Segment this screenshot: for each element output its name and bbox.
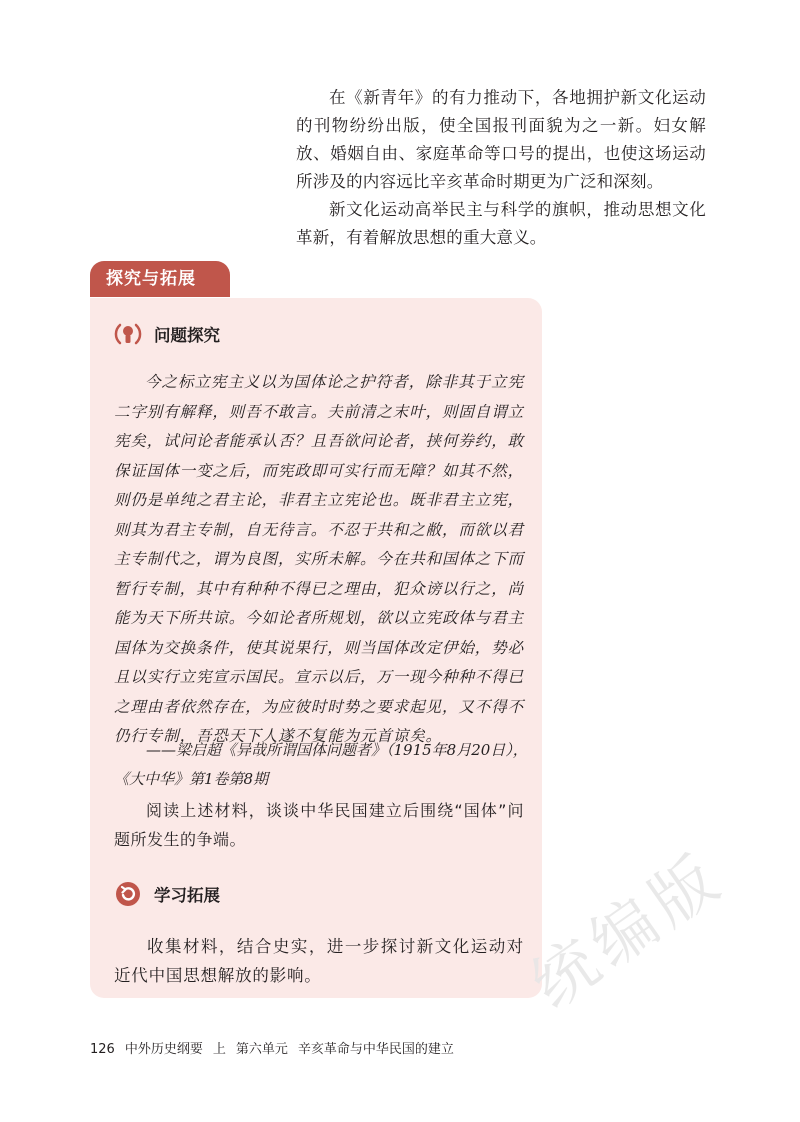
extension-text: 收集材料，结合史实，进一步探讨新文化运动对近代中国思想解放的影响。 — [114, 937, 524, 985]
watermark: 统编版 — [518, 838, 739, 1024]
page-number: 126 — [90, 1042, 115, 1057]
liang-qichao-quote — [114, 368, 524, 752]
section-study-extension-heading — [114, 880, 220, 908]
page-footer — [90, 1038, 464, 1057]
explore-box-title: 探究与拓展 — [90, 261, 230, 297]
unit-label: 第六单元 — [235, 1042, 288, 1057]
lightbulb-icon — [114, 320, 142, 348]
quote-source — [114, 736, 534, 794]
unit-title: 辛亥革命与中华民国的建立 — [297, 1042, 454, 1057]
quote-source-line-1: ——梁启超《异哉所谓国体问题者》（1915年8月20日）， — [146, 741, 528, 759]
refresh-icon — [114, 880, 142, 908]
volume-label: 上 — [212, 1042, 226, 1057]
intro-paragraph-2: 新文化运动高举民主与科学的旗帜，推动思想文化革新，有着解放思想的重大意义。 — [296, 200, 706, 247]
inquiry-question: 阅读上述材料，谈谈中华民国建立后围绕“国体”问题所发生的争端。 — [114, 801, 524, 849]
section-study-extension-title: 学习拓展 — [154, 886, 220, 905]
intro-paragraph-1: 在《新青年》的有力推动下，各地拥护新文化运动的刊物纷纷出版，使全国报刊面貌为之一新。妇女解放、婚姻自由、家庭革命等口号的提出，也使这场运动所涉及的内容远比辛亥革命时期更为广泛和深刻。 — [296, 88, 706, 191]
intro-text — [296, 84, 706, 252]
quote-text: 今之标立宪主义以为国体论之护符者，除非其于立宪二字别有解释，则吾不敢言。夫前清之末叶，则固自谓立宪矣，试问论者能承认否？且吾欲问论者，挟何券约，敢保证国体一变之后，而宪政即可实行而无障？如其不然，则仍是单纯之君主论，非君主立宪论也。既非君主立宪，则其为君主专制，自无待言。不忍于共和之敝，而欲以君主专制代之，谓为良图，实所未解。今在共和国体之下而暂行专制，其中有种种不得已之理由，犯众谤以行之，尚能为天下所共谅。今如论者所规划，欲以立宪政体与君主国体为交换条件，使其说果行，则当国体改定伊始，势必且以实行立宪宣示国民。宣示以后，万一现今种种不得已之理由者依然存在，为应彼时时势之要求起见，又不得不仍行专制，吾恐天下人遂不复能为元首谅矣。 — [114, 373, 525, 745]
book-title: 中外历史纲要 — [124, 1042, 203, 1057]
section-problem-inquiry-title: 问题探究 — [154, 326, 220, 345]
section-problem-inquiry-heading — [114, 320, 220, 348]
quote-source-line-2: 《大中华》第1卷第8期 — [114, 770, 269, 788]
